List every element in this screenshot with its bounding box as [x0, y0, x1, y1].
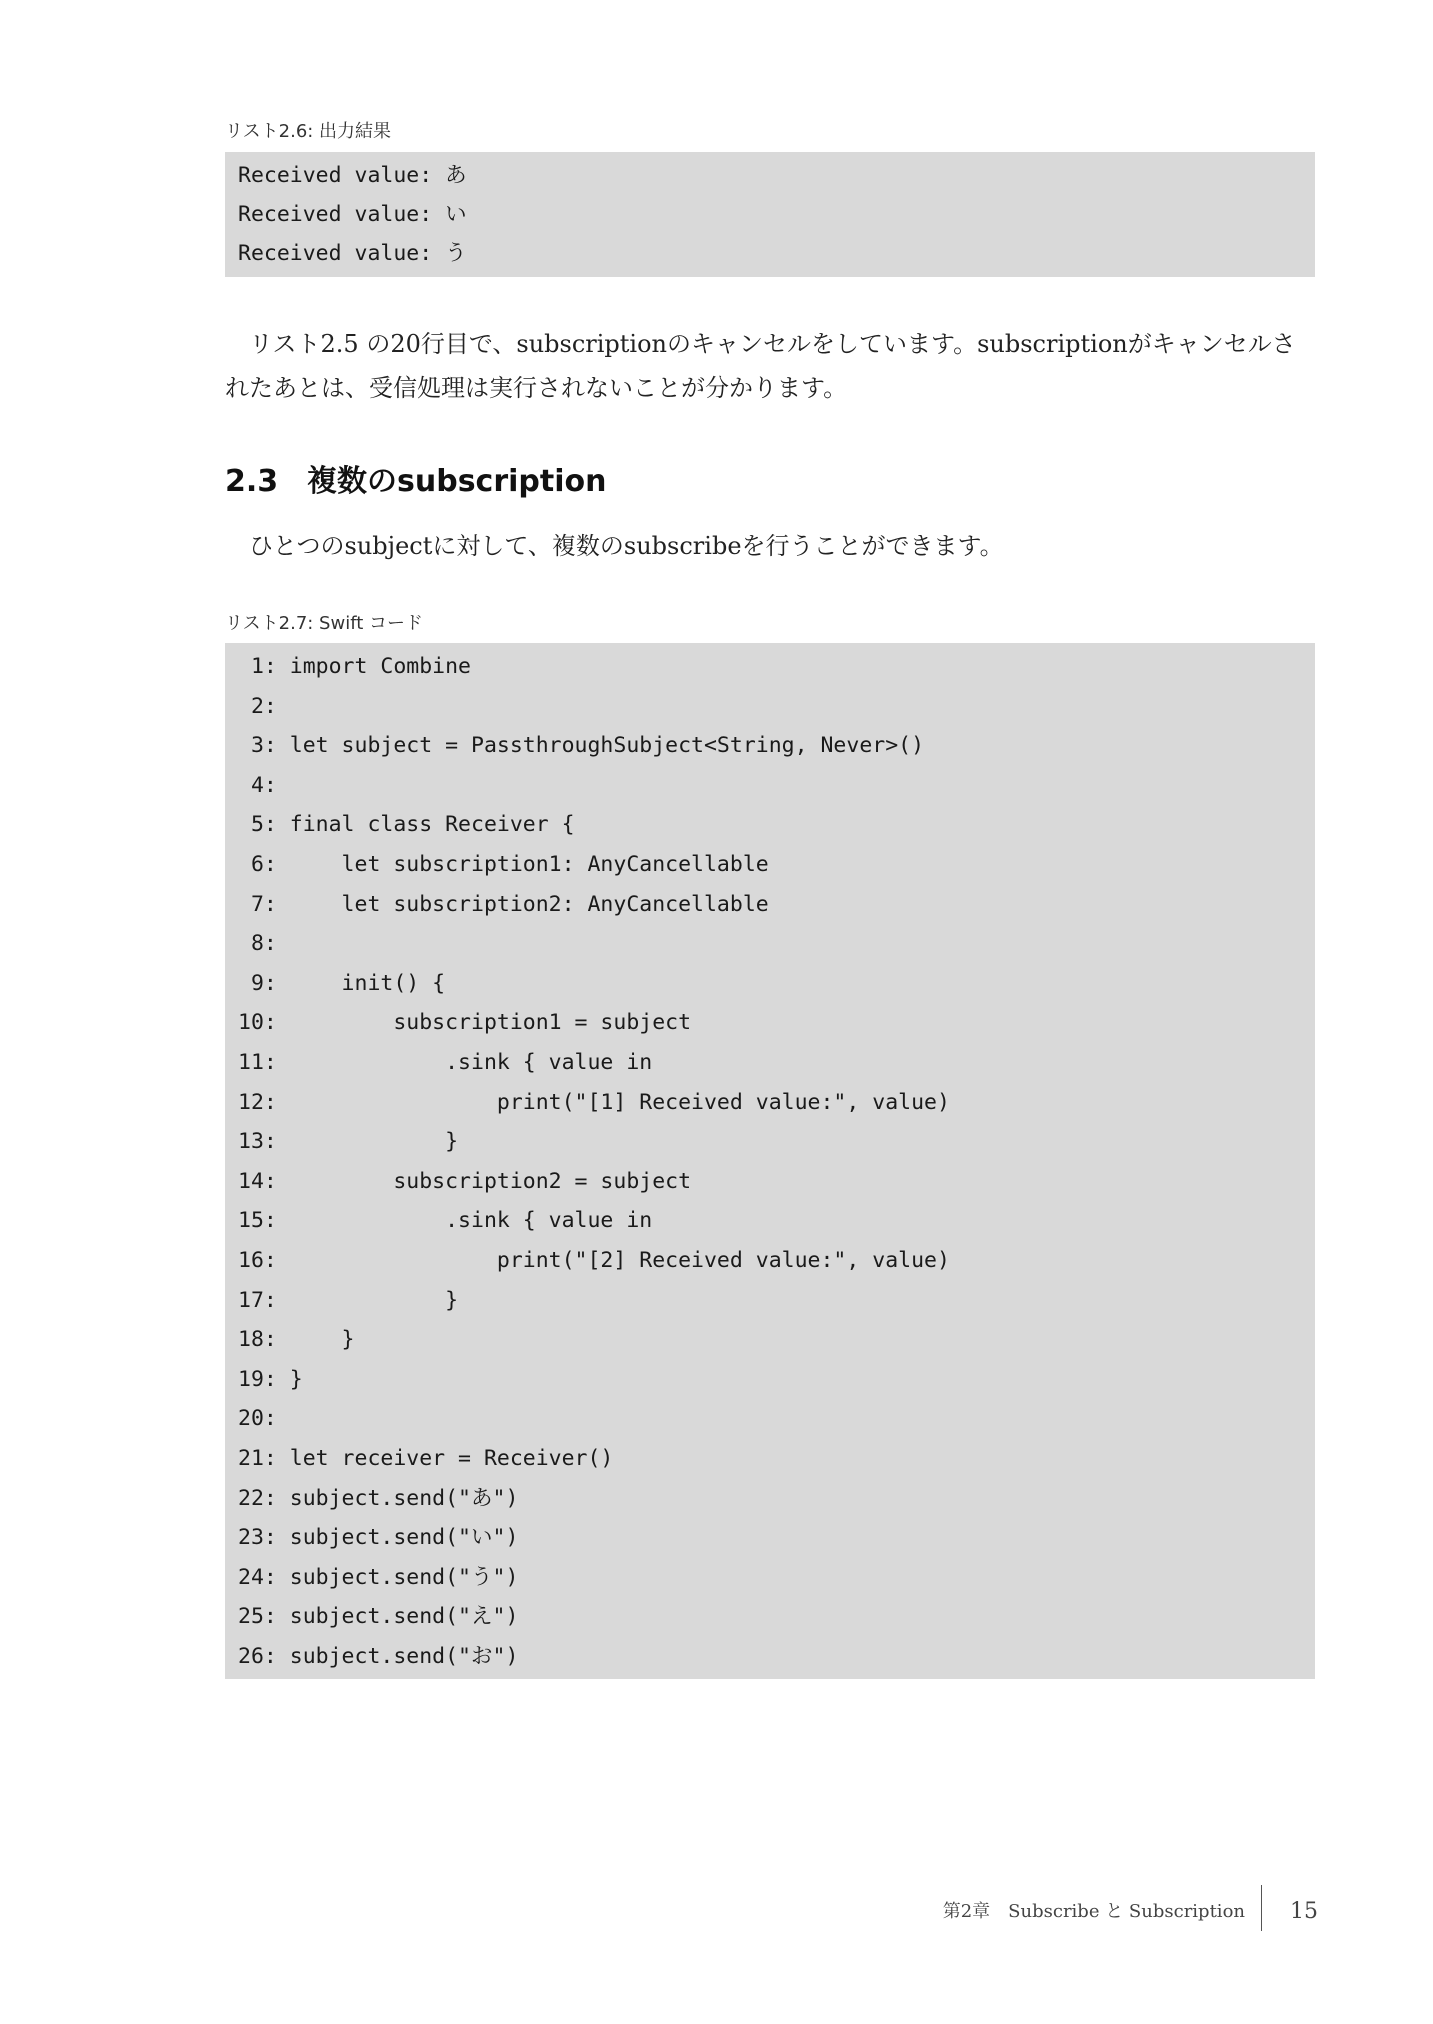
listing-2-7-code-block — [225, 643, 1315, 1679]
listing-2-6-code-block — [225, 152, 1315, 277]
page-number: 15 — [1290, 1899, 1318, 1924]
code-line-20: 20: — [238, 1406, 290, 1432]
code-line-9: 9: init() { — [238, 970, 446, 996]
code-line-10: 10: subscription1 = subject — [238, 1010, 692, 1036]
output-line-2: Received value: い — [238, 202, 467, 227]
footer-chapter-title: 第2章 Subscribe と Subscription — [942, 1901, 1245, 1922]
output-line-3: Received value: う — [238, 241, 467, 266]
code-line-11: 11: .sink { value in — [238, 1050, 653, 1075]
code-line-12: 12: print("[1] Received value:", value) — [238, 1089, 950, 1115]
code-line-14: 14: subscription2 = subject — [238, 1168, 692, 1194]
code-line-21: 21: let receiver = Receiver() — [238, 1446, 614, 1471]
section-number: 2.3 — [225, 464, 279, 499]
section-heading — [225, 458, 606, 506]
listing-2-6-caption: リスト2.6: 出力結果 — [225, 121, 392, 142]
code-line-24: 24: subject.send("う") — [238, 1564, 519, 1590]
code-line-23: 23: subject.send("い") — [238, 1525, 519, 1551]
code-line-2: 2: — [238, 693, 290, 719]
code-line-22: 22: subject.send("あ") — [238, 1485, 519, 1511]
code-line-18: 18: } — [238, 1327, 355, 1353]
code-line-25: 25: subject.send("え") — [238, 1604, 519, 1630]
code-line-5: 5: final class Receiver { — [238, 812, 575, 838]
code-line-13: 13: } — [238, 1129, 459, 1155]
code-line-8: 8: — [238, 931, 290, 957]
footer-divider — [1261, 1885, 1262, 1931]
code-line-26: 26: subject.send("お") — [238, 1644, 519, 1669]
code-line-17: 17: } — [238, 1287, 459, 1313]
code-line-4: 4: — [238, 772, 290, 798]
code-line-15: 15: .sink { value in — [238, 1208, 653, 1234]
output-line-1: Received value: あ — [238, 163, 467, 188]
code-line-19: 19: } — [238, 1366, 303, 1392]
body-paragraph-1: リスト2.5 の20行目で、subscriptionのキャンセルをしています。subscriptionがキャンセルされたあとは、受信処理は実行されないことが分かります。 — [225, 330, 1296, 402]
code-line-7: 7: let subscription2: AnyCancellable — [238, 891, 769, 917]
code-line-3: 3: let subject = PassthroughSubject<String, Never>() — [238, 733, 925, 759]
listing-2-7-caption: リスト2.7: Swift コード — [225, 613, 423, 634]
code-line-16: 16: print("[2] Received value:", value) — [238, 1248, 950, 1273]
code-line-6: 6: let subscription1: AnyCancellable — [238, 852, 769, 877]
body-paragraph-2: ひとつのsubjectに対して、複数のsubscribeを行うことができます。 — [249, 532, 1004, 560]
code-line-1: 1: import Combine — [238, 654, 471, 679]
section-title: 複数のsubscription — [307, 464, 607, 499]
